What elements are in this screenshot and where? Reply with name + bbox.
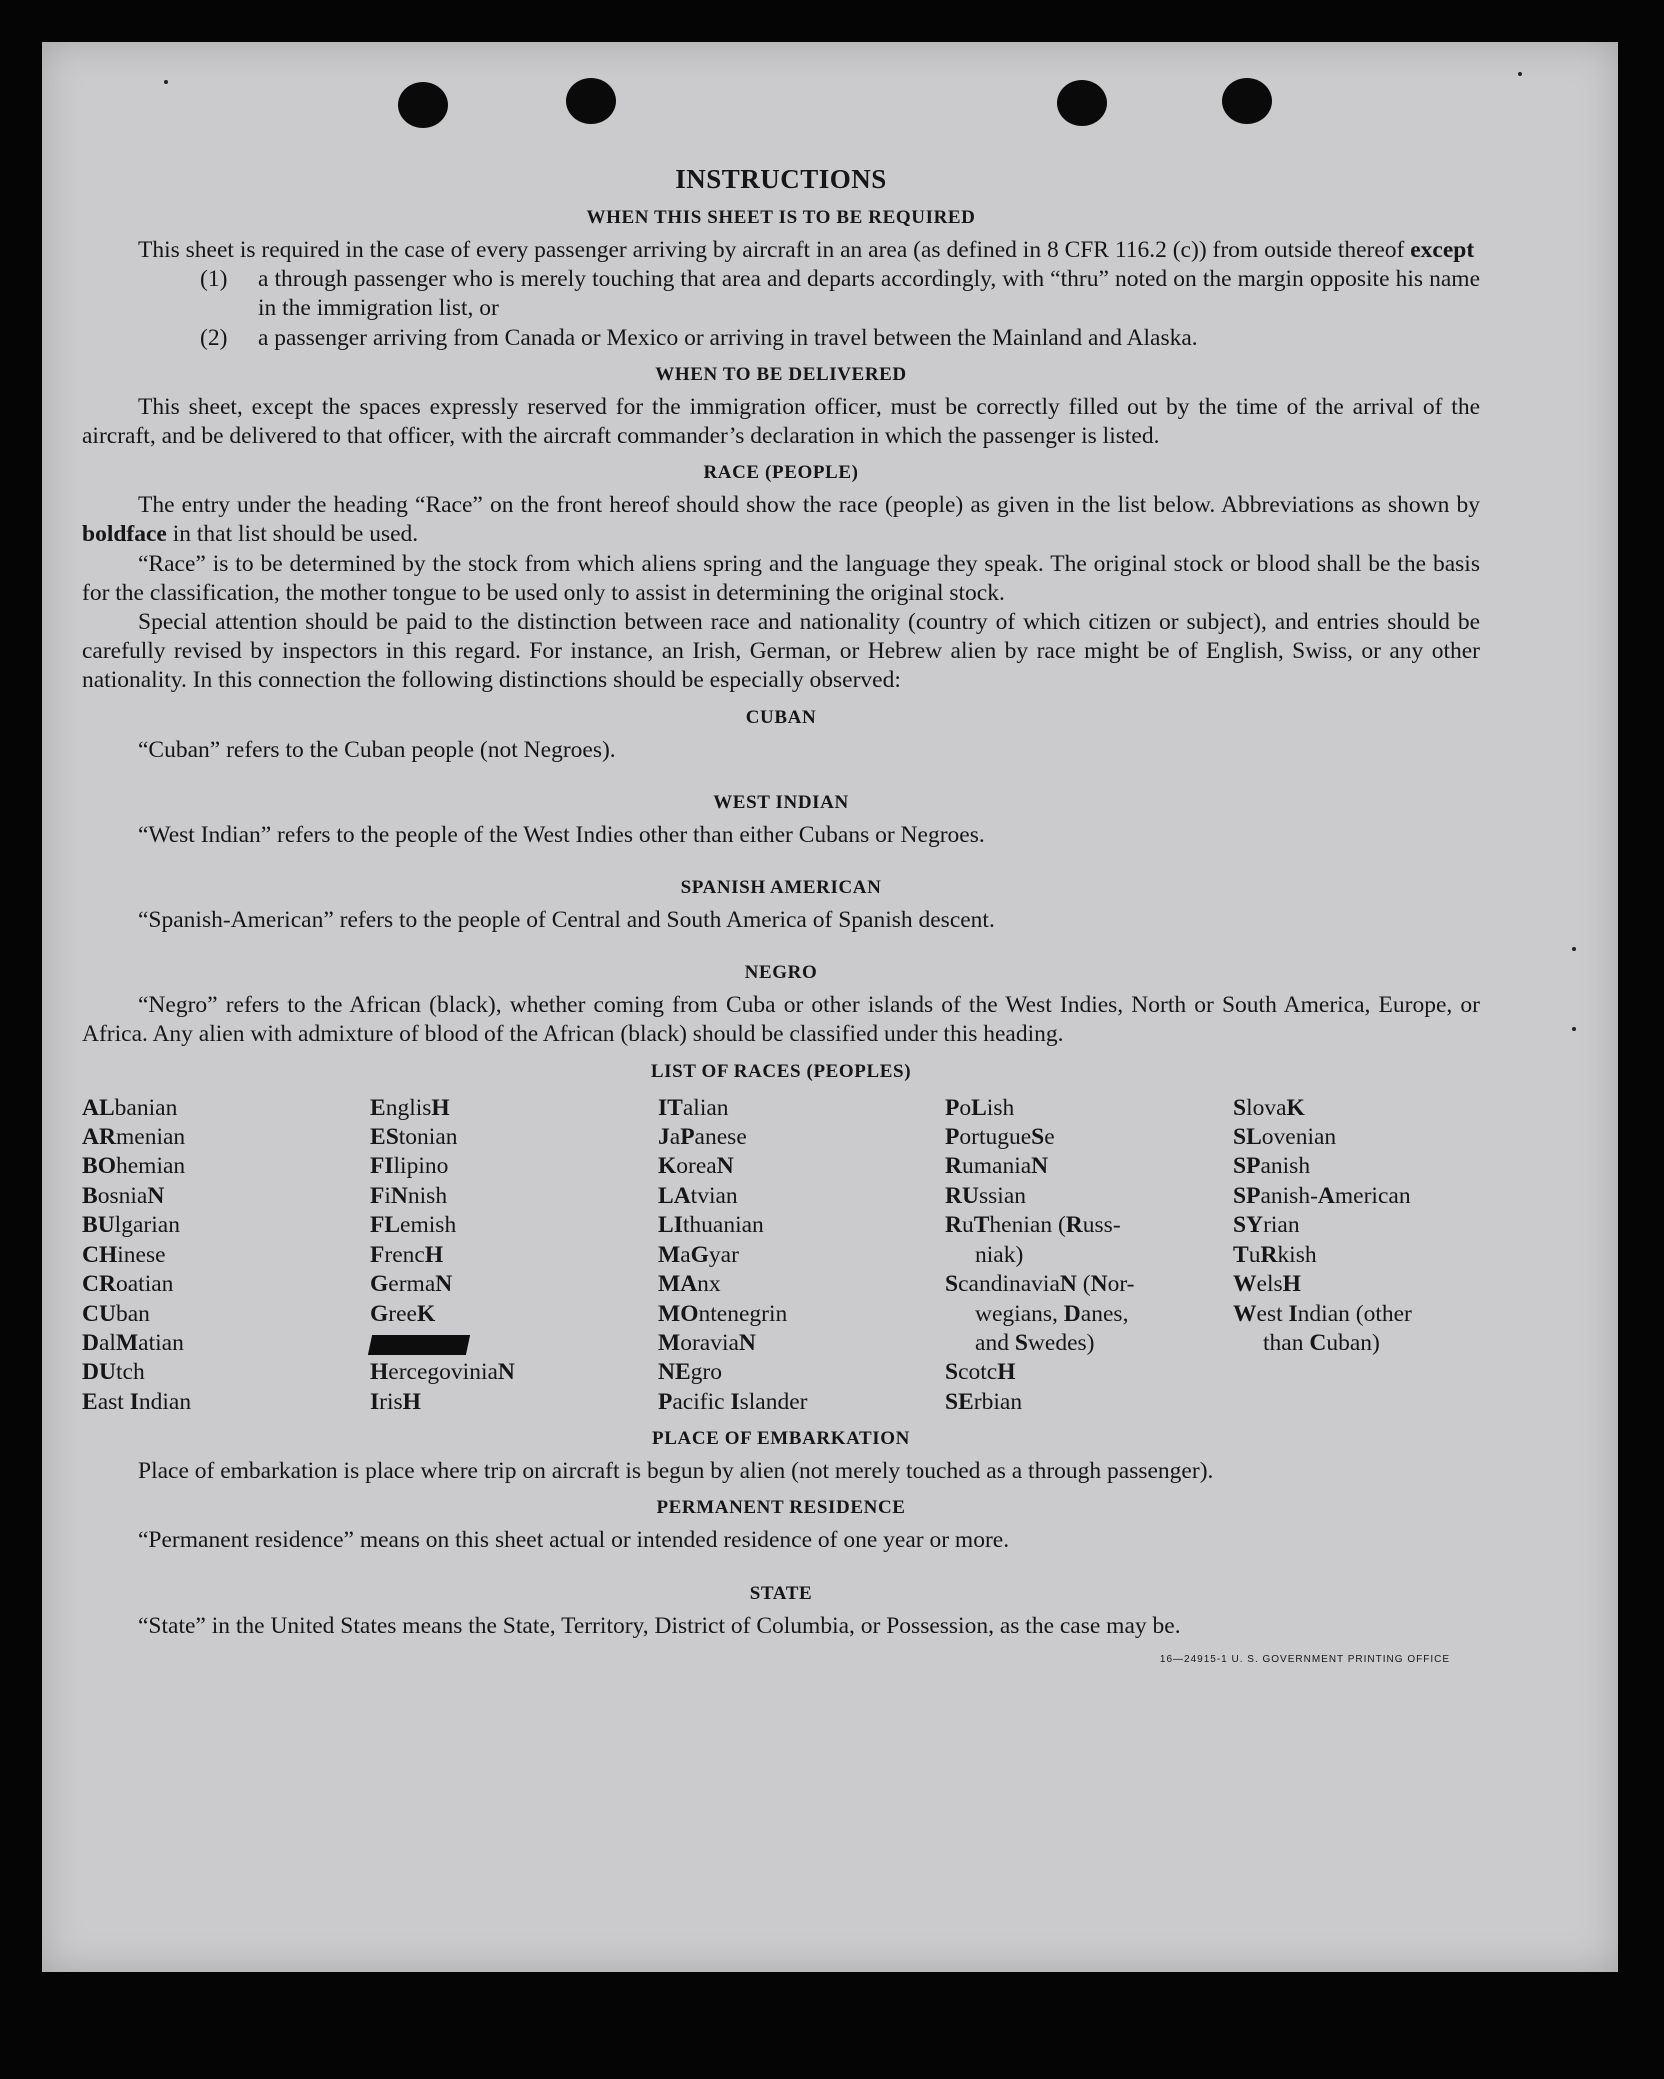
race-entry: TuRkish bbox=[1233, 1241, 1317, 1268]
heading-when-delivered: WHEN TO BE DELIVERED bbox=[655, 363, 907, 385]
dust-speck bbox=[1572, 947, 1576, 951]
races-column bbox=[658, 1094, 945, 1417]
heading-residence: PERMANENT RESIDENCE bbox=[656, 1497, 906, 1519]
race-entry: HercegoviniaN bbox=[370, 1359, 515, 1386]
race-entry: BUlgarian bbox=[82, 1212, 180, 1239]
exception-list bbox=[200, 265, 1480, 353]
redaction-mark bbox=[368, 1335, 470, 1355]
paragraph-race-2: “Race” is to be determined by the stock from which aliens spring and the language they speak. The original stock or blood shall be the basis for the classification, the mother tongue to be used only to assist in determining the original stock. bbox=[82, 550, 1480, 606]
race-entry: FrencH bbox=[370, 1241, 444, 1268]
race-entry: SPanish bbox=[1233, 1153, 1311, 1180]
race-entry: FIlipino bbox=[370, 1153, 449, 1180]
race-entry: FiNnish bbox=[370, 1182, 448, 1209]
race-entry: LIthuanian bbox=[658, 1212, 764, 1239]
race-entry: LAtvian bbox=[658, 1182, 738, 1209]
race-entry: PortugueSe bbox=[945, 1124, 1055, 1151]
dust-speck bbox=[1518, 72, 1522, 76]
race-entry: MAnx bbox=[658, 1271, 721, 1298]
races-column bbox=[945, 1094, 1233, 1417]
punch-hole bbox=[1222, 78, 1272, 124]
race-entry: West Indian (other bbox=[1233, 1300, 1412, 1327]
race-entry: FLemish bbox=[370, 1212, 457, 1239]
race-entry: RuThenian (Russ- bbox=[945, 1212, 1121, 1239]
race-entry: ITalian bbox=[658, 1094, 729, 1121]
document-sheet bbox=[42, 42, 1618, 1972]
race-entry: CRoatian bbox=[82, 1271, 174, 1298]
race-entry: KoreaN bbox=[658, 1153, 734, 1180]
list-item: (1) a through passenger who is merely touching that area and departs accordingly, with “thru” noted on the margin opposite his name in the immigration list, or bbox=[200, 266, 1480, 322]
state-footer bbox=[82, 1612, 1480, 1641]
race-entry: GreeK bbox=[370, 1300, 436, 1327]
race-entry: IrisH bbox=[370, 1388, 421, 1415]
race-entry: MOntenegrin bbox=[658, 1300, 788, 1327]
paragraph-negro: “Negro” refers to the African (black), whether coming from Cuba or other islands of the West Indies, North or South America, Europe, or Africa. Any alien with admixture of blood of the African (black) should be classified under this heading. bbox=[82, 992, 1480, 1048]
heading-when-required: WHEN THIS SHEET IS TO BE REQUIRED bbox=[586, 207, 976, 228]
race-entry: SlovaK bbox=[1233, 1094, 1305, 1121]
race-entry bbox=[370, 1329, 658, 1358]
page-title: INSTRUCTIONS bbox=[675, 164, 887, 194]
heading-cuban: CUBAN bbox=[745, 706, 817, 728]
punch-hole bbox=[398, 82, 448, 128]
race-entry: SYrian bbox=[1233, 1212, 1300, 1239]
race-entry: ALbanian bbox=[82, 1094, 178, 1121]
race-entry: East Indian bbox=[82, 1388, 192, 1415]
race-entry: ScandinaviaN (Nor- bbox=[945, 1271, 1135, 1298]
instructions-content bbox=[82, 162, 1480, 1674]
race-entry: EStonian bbox=[370, 1124, 458, 1151]
race-entry: DalMatian bbox=[82, 1329, 184, 1356]
dust-speck bbox=[1572, 1027, 1576, 1031]
race-entry: niak) bbox=[975, 1241, 1024, 1268]
race-entry: and Swedes) bbox=[975, 1329, 1095, 1356]
heading-west-indian: WEST INDIAN bbox=[713, 791, 849, 813]
race-entry: CHinese bbox=[82, 1241, 166, 1268]
paragraph-race-1: The entry under the heading “Race” on the front hereof should show the race (people) as given in the list below. Abbreviations as shown by boldface in that list should be used. bbox=[82, 492, 1480, 548]
races-column bbox=[370, 1094, 658, 1417]
paragraph-spanish-american: “Spanish-American” refers to the people of Central and South America of Spanish descent. bbox=[138, 907, 995, 934]
race-entry: MaGyar bbox=[658, 1241, 739, 1268]
races-table bbox=[82, 1094, 1480, 1417]
race-entry: DUtch bbox=[82, 1359, 145, 1386]
races-column bbox=[82, 1094, 370, 1417]
race-entry: ScotcH bbox=[945, 1359, 1016, 1386]
race-entry: SErbian bbox=[945, 1388, 1023, 1415]
race-entry: BOhemian bbox=[82, 1153, 186, 1180]
heading-list-of-races: LIST OF RACES (PEOPLES) bbox=[650, 1060, 912, 1082]
race-entry: MoraviaN bbox=[658, 1329, 756, 1356]
race-entry: NEgro bbox=[658, 1359, 722, 1386]
race-entry: RUssian bbox=[945, 1182, 1026, 1209]
printer-imprint: 16—24915-1 U. S. GOVERNMENT PRINTING OFFICE bbox=[1159, 1653, 1450, 1665]
race-entry: JaPanese bbox=[658, 1124, 747, 1151]
race-entry: WelsH bbox=[1233, 1271, 1301, 1298]
race-entry: BosniaN bbox=[82, 1182, 165, 1209]
race-entry: GermaN bbox=[370, 1271, 453, 1298]
heading-race: RACE (PEOPLE) bbox=[703, 462, 859, 484]
races-column bbox=[1233, 1094, 1480, 1417]
race-entry: RumaniaN bbox=[945, 1153, 1049, 1180]
race-entry: SLovenian bbox=[1233, 1124, 1337, 1151]
heading-state: STATE bbox=[749, 1582, 813, 1604]
paragraph-west-indian: “West Indian” refers to the people of the West Indies other than either Cubans or Negroes. bbox=[138, 821, 985, 848]
paragraph-when-delivered: This sheet, except the spaces expressly reserved for the immigration officer, must be correctly filled out by the time of the arrival of the aircraft, and be delivered to that officer, with the aircraft commander’s declaration in which the passenger is listed. bbox=[82, 393, 1480, 450]
paragraph-when-required: This sheet is required in the case of every passenger arriving by aircraft in an area (as defined in 8 CFR 116.2 (c)) from outside thereof except bbox=[138, 237, 1475, 263]
race-entry: EnglisH bbox=[370, 1094, 450, 1121]
race-entry: Pacific Islander bbox=[658, 1388, 808, 1415]
paragraph-embarkation: Place of embarkation is place where trip on aircraft is begun by alien (not merely touched as a through passenger). bbox=[138, 1458, 1214, 1485]
paragraph-residence: “Permanent residence” means on this sheet actual or intended residence of one year or more. bbox=[138, 1527, 1010, 1554]
race-entry: than Cuban) bbox=[1263, 1329, 1380, 1356]
heading-negro: NEGRO bbox=[744, 962, 818, 984]
punch-hole bbox=[1057, 80, 1107, 126]
paragraph-state: “State” in the United States means the State, Territory, District of Columbia, or Possession, as the case may be. bbox=[138, 1612, 1181, 1639]
list-item: (2) a passenger arriving from Canada or Mexico or arriving in travel between the Mainland and Alaska. bbox=[200, 324, 1198, 351]
race-entry: SPanish-American bbox=[1233, 1182, 1411, 1209]
paragraph-cuban: “Cuban” refers to the Cuban people (not Negroes). bbox=[138, 736, 616, 763]
paragraph-race-3: Special attention should be paid to the distinction between race and nationality (country of which citizen or subject), and entries should be carefully revised by inspectors in this regard. For instance, an Irish, German, or Hebrew alien by race might be of English, Swiss, or any other nationality. In this connection the following distinctions should be especially observed: bbox=[82, 609, 1480, 694]
race-entry: CUban bbox=[82, 1300, 150, 1327]
punch-hole bbox=[566, 78, 616, 124]
dust-speck bbox=[164, 80, 168, 84]
heading-embarkation: PLACE OF EMBARKATION bbox=[652, 1428, 910, 1450]
race-entry: ARmenian bbox=[82, 1124, 186, 1151]
race-entry: PoLish bbox=[945, 1094, 1015, 1121]
heading-spanish-american: SPANISH AMERICAN bbox=[680, 877, 882, 899]
race-entry: wegians, Danes, bbox=[975, 1300, 1129, 1327]
